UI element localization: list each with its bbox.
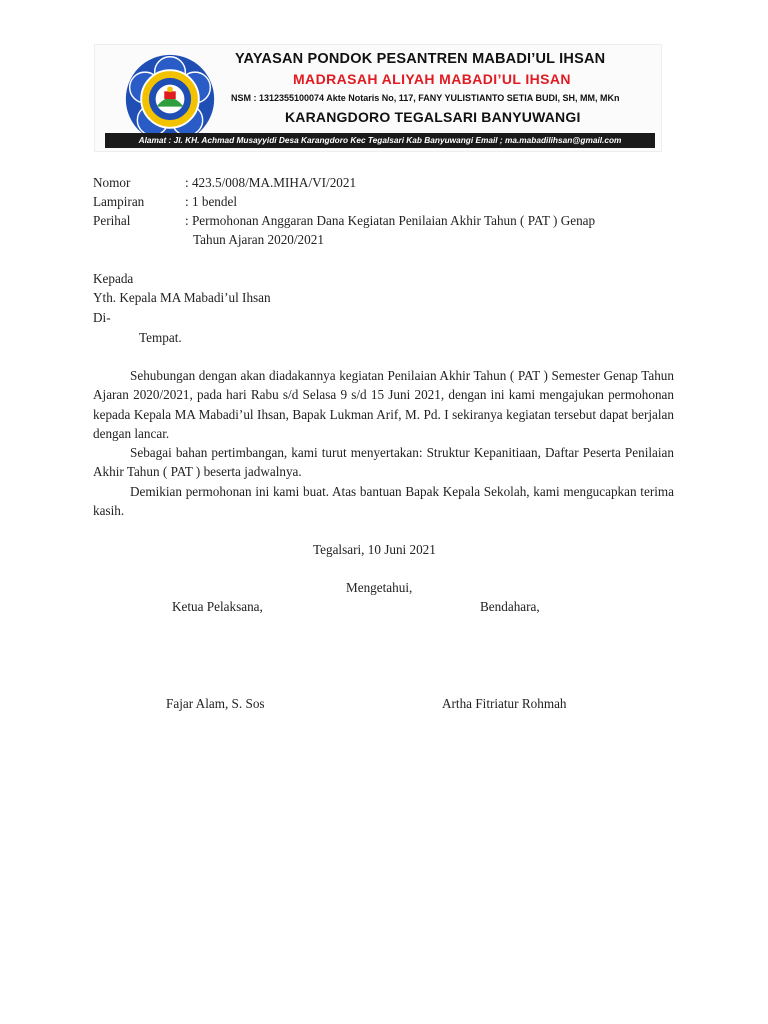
body-paragraph-3: Demikian permohonan ini kami buat. Atas bantuan Bapak Kepala Sekolah, kami mengucapkan terima kasih.: [93, 483, 674, 519]
nomor-label: Nomor: [93, 175, 131, 190]
letter-body: [93, 366, 674, 520]
mengetahui-label: Mengetahui,: [346, 580, 413, 595]
lampiran-value: : 1 bendel: [185, 194, 238, 209]
nomor-value: : 423.5/008/MA.MIHA/VI/2021: [185, 175, 357, 190]
recipient-di: Di-: [93, 310, 111, 325]
region-name: KARANGDORO TEGALSARI BANYUWANGI: [285, 109, 581, 125]
address-bar: Alamat : Jl. KH. Achmad Musayyidi Desa Karangdoro Kec Tegalsari Kab Banyuwangi Email ; ma.mabadilihsan@gmail.com: [105, 133, 655, 148]
perihal-value-continued: Tahun Ajaran 2020/2021: [193, 232, 324, 247]
place-date: Tegalsari, 10 Juni 2021: [313, 542, 436, 557]
perihal-label: Perihal: [93, 213, 131, 228]
body-paragraph-1: Sehubungan dengan akan diadakannya kegiatan Penilaian Akhir Tahun ( PAT ) Semester Genap Tahun Ajaran 2020/2021, pada hari Rabu s/d Selasa 9 s/d 15 Juni 2021, dengan ini kami mengajukan permohonan kepada Kepala MA Mabadi’ul Ihsan, Bapak Lukman Arif, M. Pd. I sekiranya kegiatan tersebut dapat berjalan dengan lancar.: [93, 368, 674, 441]
letterhead: [94, 44, 662, 152]
bendahara-name: Artha Fitriatur Rohmah: [442, 696, 567, 711]
lampiran-label: Lampiran: [93, 194, 145, 209]
bendahara-title: Bendahara,: [480, 599, 540, 614]
recipient-yth: Yth. Kepala MA Mabadi’ul Ihsan: [93, 290, 271, 305]
perihal-value: : Permohonan Anggaran Dana Kegiatan Penilaian Akhir Tahun ( PAT ) Genap: [185, 213, 596, 228]
school-name: MADRASAH ALIYAH MABADI’UL IHSAN: [293, 71, 571, 87]
recipient-tempat: Tempat.: [139, 330, 182, 345]
foundation-name: YAYASAN PONDOK PESANTREN MABADI’UL IHSAN: [235, 51, 606, 67]
recipient-kepada: Kepada: [93, 271, 134, 286]
ketua-name: Fajar Alam, S. Sos: [166, 696, 265, 711]
registration-line: NSM : 1312355100074 Akte Notaris No, 117, FANY YULISTIANTO SETIA BUDI, SH, MM, MKn: [231, 93, 620, 103]
body-paragraph-2: Sebagai bahan pertimbangan, kami turut menyertakan: Struktur Kepanitiaan, Daftar Peserta Penilaian Akhir Tahun ( PAT ) beserta jadwalnya.: [93, 445, 674, 480]
ketua-title: Ketua Pelaksana,: [172, 599, 263, 614]
